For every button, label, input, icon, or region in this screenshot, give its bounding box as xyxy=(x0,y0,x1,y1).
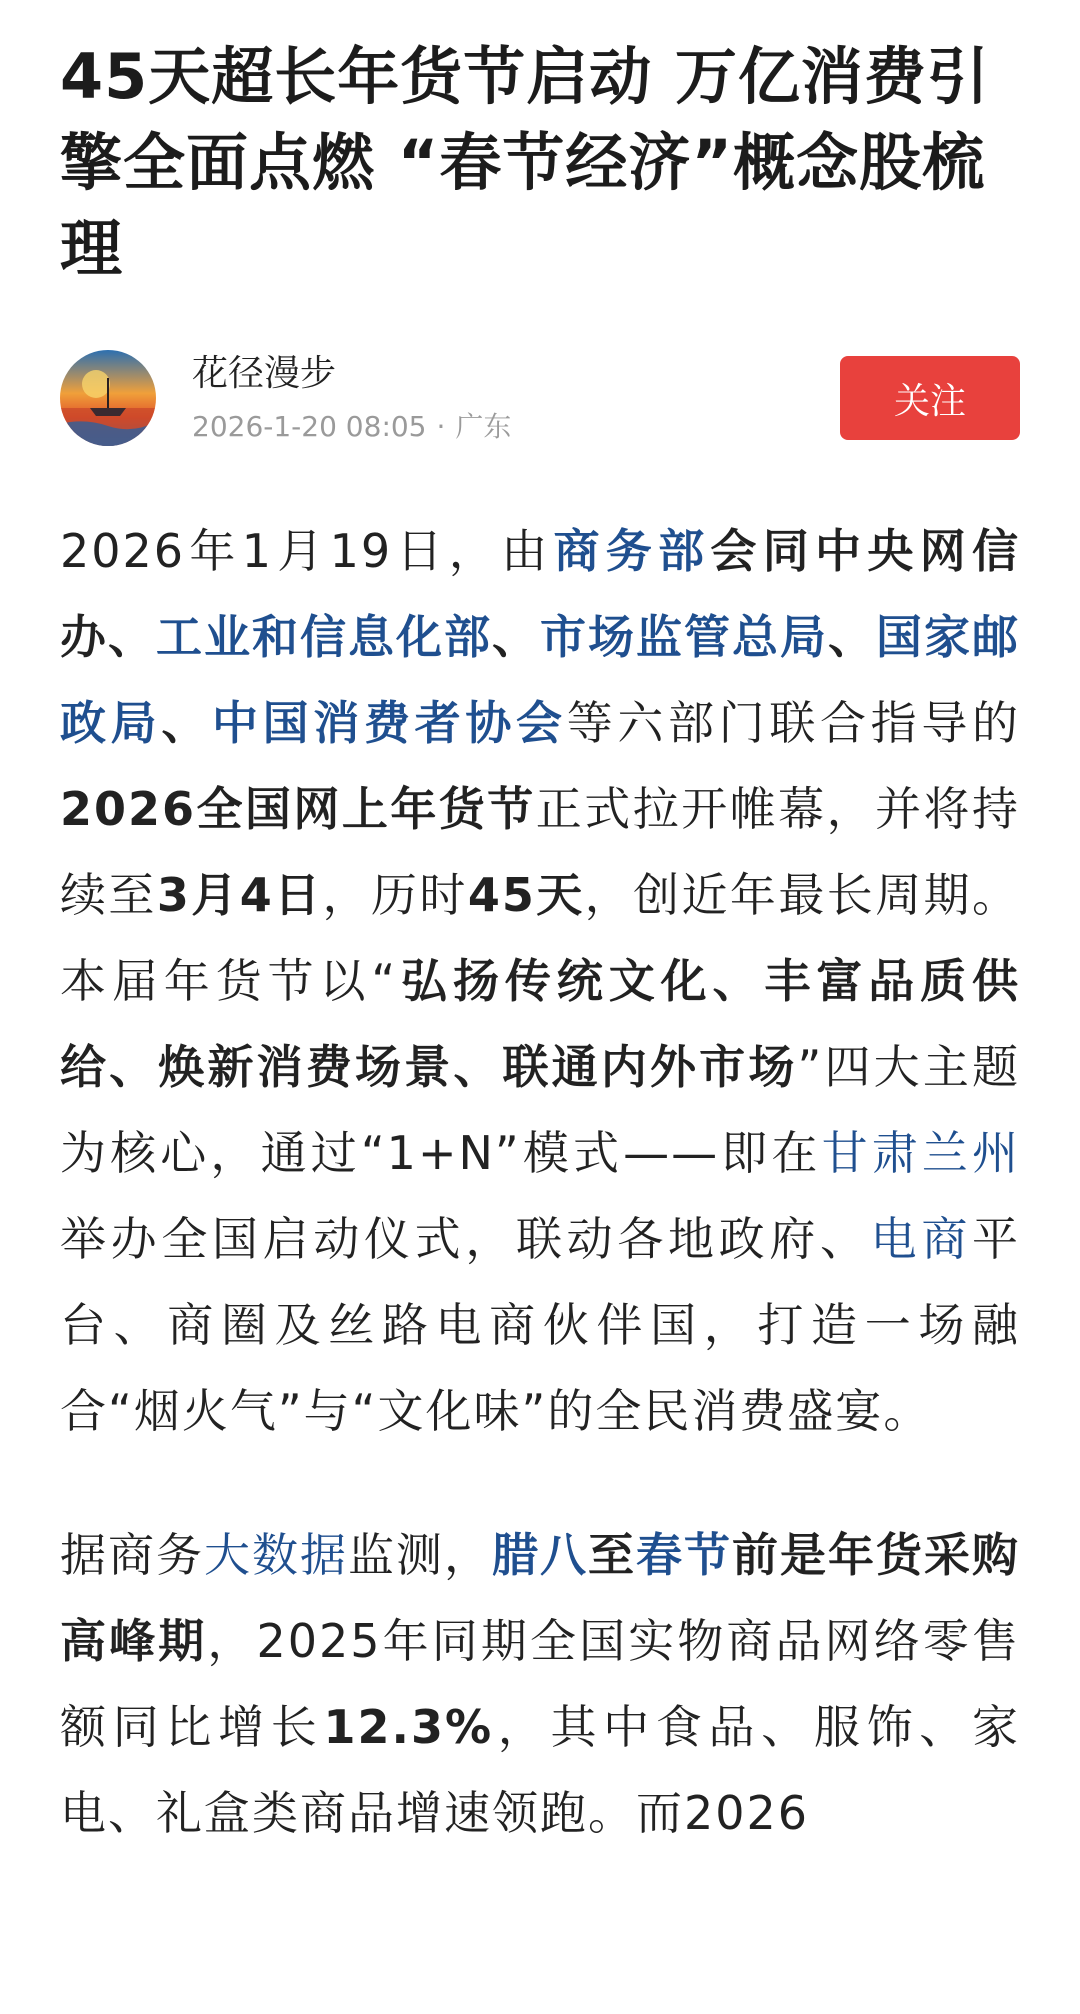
text: ，创近年最长周期。本届年货节以“ xyxy=(60,868,1021,1008)
author-info xyxy=(192,349,840,447)
text: 举办全国启动仪式，联动各地政府、 xyxy=(60,1212,871,1266)
link-big-data[interactable]: 大数据 xyxy=(204,1528,348,1582)
post-meta xyxy=(192,407,840,447)
text: ，历时 xyxy=(322,868,468,922)
author-avatar[interactable] xyxy=(60,350,156,446)
text-bold: 12.3% xyxy=(323,1700,494,1754)
text: ”四大主题为核心，通过“1+N”模式——即在 xyxy=(60,1040,1020,1180)
text-bold: 45天 xyxy=(467,868,585,922)
text: 据商务 xyxy=(60,1528,204,1582)
text: 、 xyxy=(492,610,540,664)
link-spring-festival[interactable]: 春节 xyxy=(636,1528,732,1582)
author-row xyxy=(60,348,1020,448)
link-china-consumers-association[interactable]: 中国消费者协会 xyxy=(212,696,567,750)
follow-button[interactable]: 关注 xyxy=(840,356,1020,440)
paragraph-2 xyxy=(60,1512,1020,1856)
link-ecommerce[interactable]: 电商 xyxy=(870,1212,973,1266)
link-laba[interactable]: 腊八 xyxy=(492,1528,588,1582)
text: 监测， xyxy=(348,1528,492,1582)
text: 2026年1月19日，由 xyxy=(60,524,554,578)
text-bold: 前是年货采购高峰期 xyxy=(60,1528,1020,1668)
text: 等六部门联合指导的 xyxy=(566,696,1021,750)
text: 正式拉开帷幕，并将持续至 xyxy=(60,782,1020,922)
paragraph-1 xyxy=(60,508,1020,1454)
avatar-painting-icon xyxy=(60,350,156,446)
author-name[interactable]: 花径漫步 xyxy=(192,353,337,394)
link-state-post-bureau[interactable]: 国家邮政局 xyxy=(60,610,1020,750)
text-bold: 2026全国网上年货节 xyxy=(60,782,536,836)
link-samr[interactable]: 市场监管总局 xyxy=(540,610,828,664)
meta-separator: · xyxy=(436,410,446,443)
text-bold: 3月4日 xyxy=(156,868,323,922)
text-bold: 弘扬传统文化、丰富品质供给、焕新消费场景、联通内外市场 xyxy=(60,954,1020,1094)
link-miit[interactable]: 工业和信息化部 xyxy=(156,610,492,664)
text: 、 xyxy=(828,610,876,664)
text: 、 xyxy=(161,696,213,750)
link-lanzhou-gansu[interactable]: 甘肃兰州 xyxy=(821,1126,1020,1180)
text: ，2025年同期全国实物商品网络零售额同比增长 xyxy=(60,1614,1020,1754)
text-bold: 至 xyxy=(588,1528,636,1582)
post-location: 广东 xyxy=(455,410,512,443)
text: 平台、商圈及丝路电商伙伴国，打造一场融合“烟火气”与“文化味”的全民消费盛宴。 xyxy=(60,1212,1021,1438)
link-ministry-of-commerce[interactable]: 商务部 xyxy=(553,524,711,578)
article-title: 45天超长年货节启动 万亿消费引擎全面点燃 “春节经济”概念股梳理 xyxy=(60,40,990,285)
post-date: 2026-1-20 08:05 xyxy=(192,410,427,443)
text: 会同中央网信办、 xyxy=(60,524,1021,664)
text: ，其中食品、服饰、家电、礼盒类商品增速领跑。而2026 xyxy=(60,1700,1021,1840)
